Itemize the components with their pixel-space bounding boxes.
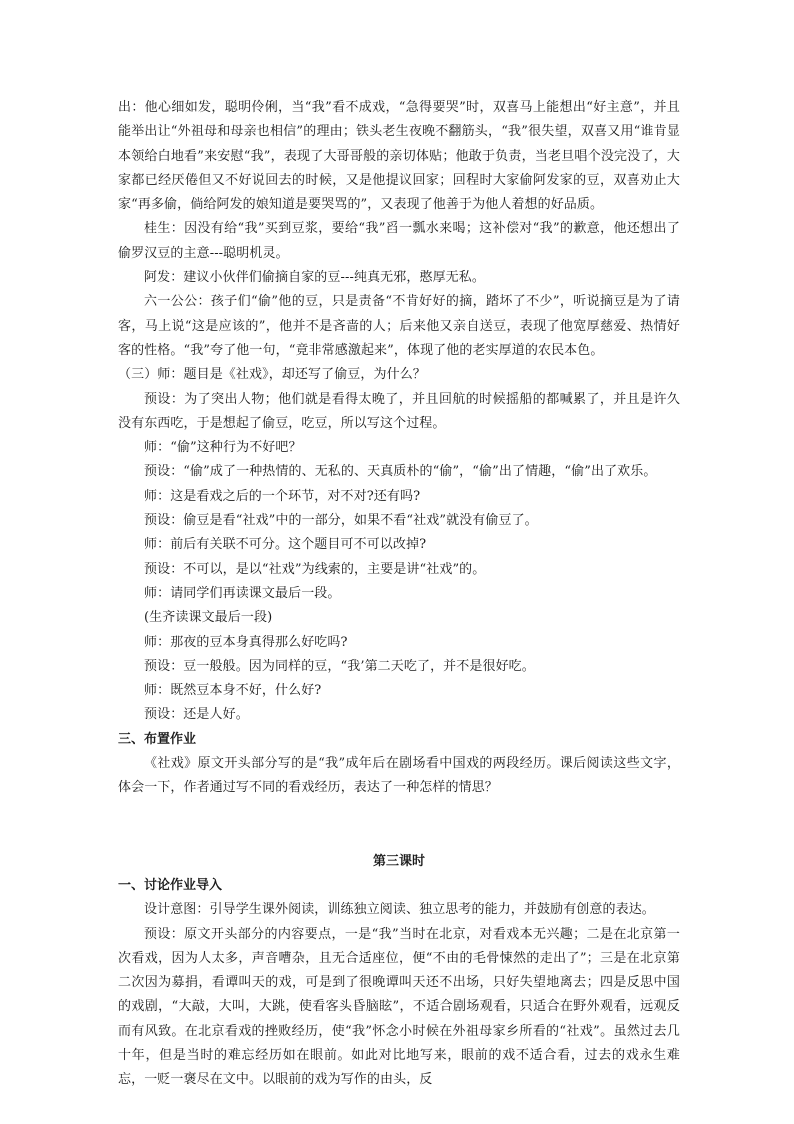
paragraph-teacher: 师：既然豆本身不好，什么好? xyxy=(144,683,322,699)
paragraph-liuyi-gonggong: 六一公公：孩子们“偷”他的豆，只是责备“不肯好好的摘，踏坏了不少”，听说摘豆是为了请客，马上说“这是应该的”，他并不是吝啬的人；后来他又亲自送豆，表现了他宽厚慈爱、热情好客的性格。“我”夸了他一句，“竟非常感激起来”，体现了他的老实厚道的农民本色。 xyxy=(118,294,680,358)
paragraph-answer: 预设：不可以，是以“社戏”为线索的，主要是讲“社戏”的。 xyxy=(144,561,486,577)
paragraph-answer: 预设：偷豆是看“社戏”中的一部分，如果不看“社戏”就没有偷豆了。 xyxy=(144,513,538,529)
page-content xyxy=(118,96,680,1093)
paragraph-afa: 阿发：建议小伙伴们偷摘自家的豆---纯真无邪，憨厚无私。 xyxy=(144,270,485,286)
paragraph-answer: 预设：“偷”成了一种热情的、无私的、天真质朴的“偷”，“偷”出了情趣，“偷”出了欢乐。 xyxy=(144,464,657,480)
paragraph-guisheng: 桂生：因没有给“我”买到豆浆，要给“我”舀一瓢水来喝；这补偿对“我”的歉意，他还想出了偷罗汉豆的主意---聪明机灵。 xyxy=(118,221,680,261)
paragraph-preset-answer: 预设：原文开头部分的内容要点，一是“我”当时在北京，对看戏本无兴趣；二是在北京第一次看戏，因为人太多，声音嘈杂，且无合适座位，便“不由的毛骨悚然的走出了”；三是在北京第二次因为募捐，看谭叫天的戏，可是到了很晚谭叫天还不出场，只好失望地离去；四是反思中国的戏剧，“大敲，大叫，大跳，使看客头昏脑眩”，不适合剧场观看，只适合在野外观看，远观反而有风致。在北京看戏的挫败经历，使“我”怀念小时候在外祖母家乡所看的“社戏”。虽然过去几十年，但是当时的难忘经历如在眼前。如此对比地写来，眼前的戏不适合看，过去的戏永生难忘，一贬一褒尽在文中。以眼前的戏为写作的由头，反 xyxy=(118,926,680,1088)
section-spacer xyxy=(118,801,680,850)
paragraph-answer: 预设：豆一般般。因为同样的豆，“我’第二天吃了，并不是很好吃。 xyxy=(144,658,535,674)
paragraph-teacher: 师：前后有关联不可分。这个题目可不可以改掉? xyxy=(144,537,427,553)
paragraph-design-intent: 设计意图：引导学生课外阅读，训练独立阅读、独立思考的能力，并鼓励有创意的表达。 xyxy=(144,902,655,918)
paragraph-teacher: 师：这是看戏之后的一个环节，对不对?还有吗? xyxy=(144,488,421,504)
paragraph-answer: 预设：为了突出人物；他们就是看得太晚了，并且回航的时候摇船的都喊累了，并且是许久没有东西吃，于是想起了偷豆，吃豆，所以写这个过程。 xyxy=(118,391,680,431)
paragraph-teacher: 师：请同学们再读课文最后一段。 xyxy=(144,585,341,601)
paragraph-homework: 《社戏》原文开头部分写的是“我”成年后在剧场看中国戏的两段经历。课后阅读这些文字，体会一下，作者通过写不同的看戏经历，表达了一种怎样的情思？ xyxy=(118,756,680,796)
section-heading-discussion: 一、讨论作业导入 xyxy=(118,877,223,893)
paragraph-stage-direction: (生齐读课文最后一段) xyxy=(144,610,273,626)
paragraph-teacher: 师：“偷”这种行为不好吧？ xyxy=(144,440,302,456)
lesson-title: 第三课时 xyxy=(372,853,425,869)
section-heading-homework: 三、布置作业 xyxy=(118,731,197,747)
paragraph-shuangxi-continued: 出：他心细如发，聪明伶俐，当“我”看不成戏，“急得要哭”时，双喜马上能想出“好主意”，并且能举出让“外祖母和母亲也相信”的理由；铁头老生夜晚不翻筋头，“我”很失望，双喜又用“谁肯显本领给白地看”来安慰“我”，表现了大哥哥般的亲切体贴；他敢于负责，当老旦唱个没完没了，大家都已经厌倦但又不好说回去的时候，又是他提议回家；回程时大家偷阿发家的豆，双喜劝止大家“再多偷，倘给阿发的娘知道是要哭骂的”，又表现了他善于为他人着想的好品质。 xyxy=(118,100,680,213)
paragraph-answer: 预设：还是人好。 xyxy=(144,707,249,723)
paragraph-question-three: （三）师：题目是《社戏》，却还写了偷豆，为什么？ xyxy=(118,367,426,383)
paragraph-teacher: 师：那夜的豆本身真得那么好吃吗? xyxy=(144,634,348,650)
